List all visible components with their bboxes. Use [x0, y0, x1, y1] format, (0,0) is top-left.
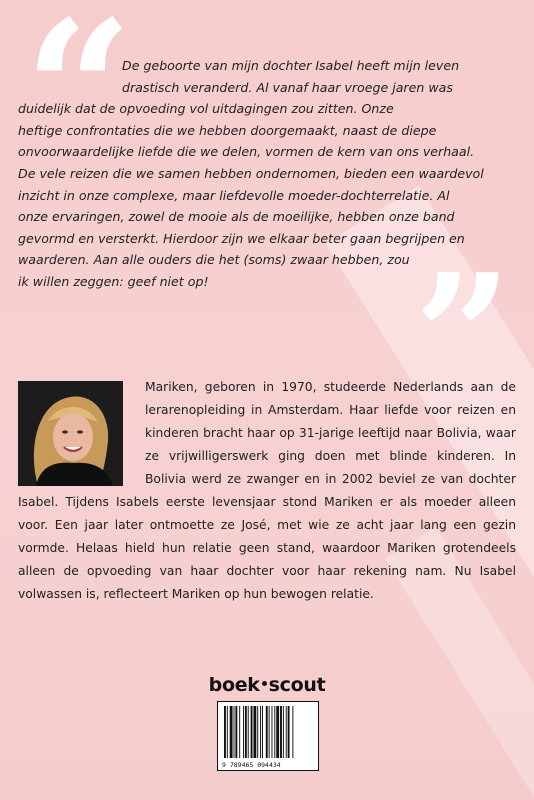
blurb-line: duidelijk dat de opvoeding vol uitdagingen zou zitten. Onze — [18, 101, 394, 117]
author-bio-text: Mariken, geboren in 1970, studeerde Nederlands aan de lerarenopleiding in Amsterdam. Haar liefde voor reizen en kinderen bracht haar op 31-jarige leeftijd naar Bolivia, waar ze vrijwilligerswerk ging doen met blinde kinderen. In Bolivia werd ze zwanger en in 2002 beviel ze van dochter Isabel. Tijdens Isabels eerste levensjaar stond Mariken er als moeder alleen voor. Een jaar later ontmoette ze José, met wie ze acht jaar lang een gezin vormde. Helaas hield hun relatie geen stand, waardoor Mariken grotendeels alleen de opvoeding van haar dochter voor haar rekening nam. Nu Isabel volwassen is, reflecteert Mariken op hun bewogen relatie. — [18, 380, 516, 601]
blurb-line: De vele reizen die we samen hebben ondernomen, bieden een waardevol — [18, 165, 484, 181]
quote-close-icon: ” — [414, 237, 496, 437]
blurb-line: onvoorwaardelijke liefde die we delen, vormen de kern van ons verhaal. — [18, 144, 475, 160]
blurb-line: heftige confrontaties die we hebben doorgemaakt, naast de diepe — [18, 122, 437, 138]
isbn-barcode — [217, 701, 319, 771]
quote-open-icon: “ — [24, 0, 116, 202]
blurb-line: ik willen zeggen: geef niet op! — [18, 273, 209, 289]
publisher-logo-part: boek — [208, 674, 260, 696]
blurb-line: drastisch veranderd. Al vanaf haar vroege jaren was — [122, 79, 453, 95]
barcode-bars — [222, 706, 316, 758]
blurb-line: gevormd en versterkt. Hierdoor zijn we elkaar beter gaan begrijpen en — [18, 230, 465, 246]
blurb-line: De geboorte van mijn dochter Isabel heeft mijn leven — [122, 58, 460, 73]
logo-dot-icon — [262, 681, 267, 686]
author-bio — [18, 376, 516, 606]
blurb-line: onze ervaringen, zowel de mooie als de moeilijke, hebben onze band — [18, 209, 455, 225]
isbn-number: 9 789465 094434 — [222, 761, 281, 769]
blurb-line: waarderen. Aan alle ouders die het (soms) zwaar hebben, zou — [18, 252, 410, 268]
blurb-line: inzicht in onze complexe, maar liefdevolle moeder-dochterrelatie. Al — [18, 187, 450, 203]
publisher-logo — [0, 674, 534, 696]
publisher-logo-part: scout — [268, 674, 326, 696]
